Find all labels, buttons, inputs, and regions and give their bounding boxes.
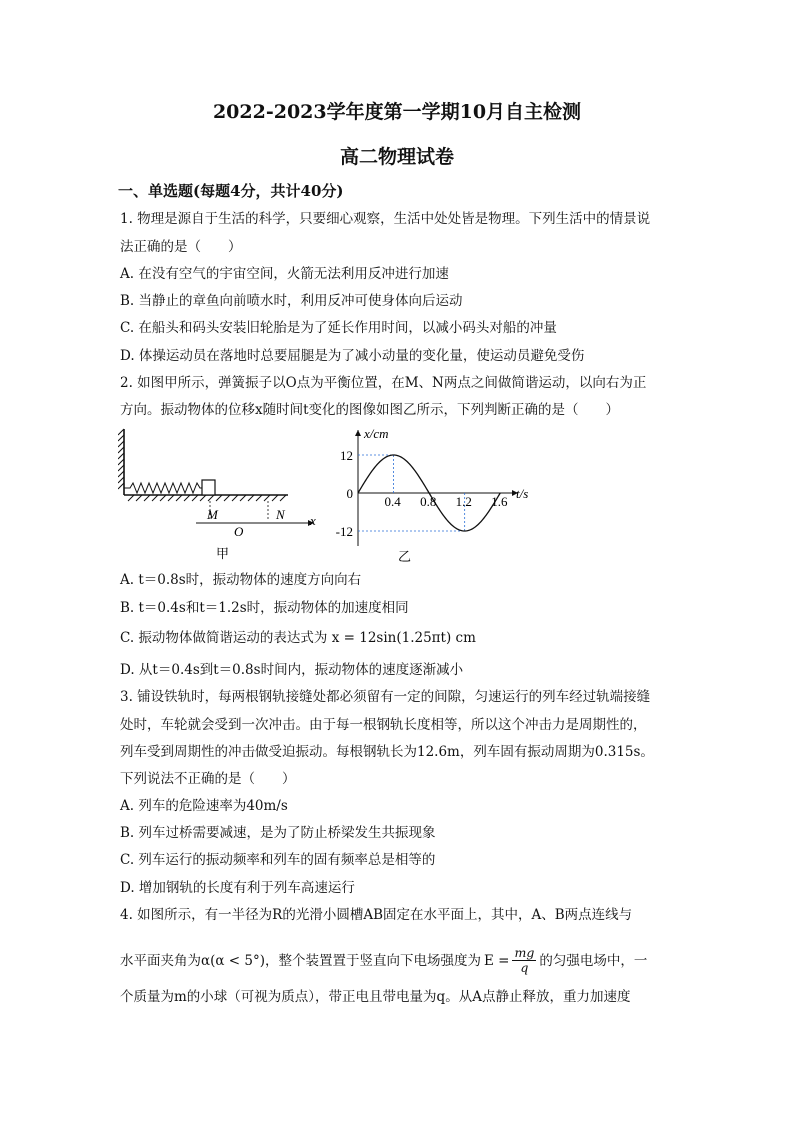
x-tick-label: 0.4: [384, 494, 401, 509]
figure-a-caption: 甲: [216, 546, 230, 561]
label-o: O: [234, 524, 244, 539]
q2-stem-line1: 2. 如图甲所示，弹簧振子以O点为平衡位置，在M、N两点之间做简谐运动，以向右为正: [120, 375, 647, 391]
section-title: 一、单选题(每题4分，共计40分): [118, 182, 344, 200]
label-x: x: [310, 513, 316, 528]
floor-hatch: [128, 495, 286, 501]
chart-axes: [355, 430, 518, 546]
q4-line2-part1: 水平面夹角为α(α < 5°)，整个装置置于竖直向下电场强度为: [120, 952, 481, 969]
q4-fraction: [512, 946, 536, 975]
q3-option-c: C. 列车运行的振动频率和列车的固有频率总是相等的: [120, 852, 436, 868]
x-tick-label: 0.8: [420, 494, 437, 509]
q4-line1: 4. 如图所示，有一半径为R的光滑小圆槽AB固定在水平面上，其中，A、B两点连线与: [120, 907, 633, 923]
y-axis-arrow: [355, 430, 361, 436]
q3-option-d: D. 增加钢轨的长度有利于列车高速运行: [120, 880, 355, 896]
chart-caption: 乙: [398, 549, 412, 564]
wall-hatch: [118, 429, 124, 489]
label-n: N: [276, 507, 285, 522]
q1-option-c: C. 在船头和码头安装旧轮胎是为了延长作用时间，以减小码头对船的冲量: [120, 320, 557, 336]
q1-stem-line1: 1. 物理是源自于生活的科学，只要细心观察，生活中处处皆是物理。下列生活中的情景说: [120, 211, 651, 227]
exam-subtitle: 高二物理试卷: [339, 146, 454, 168]
chart-xlabel: t/s: [516, 486, 529, 501]
q2-option-a: A. t＝0.8s时，振动物体的速度方向向右: [120, 572, 362, 588]
q4-line2-part2: 的匀强电场中，一: [539, 952, 648, 969]
q2-option-c: C. 振动物体做简谐运动的表达式为 x = 12sin(1.25πt) cm: [120, 630, 476, 646]
q2-option-d: D. 从t＝0.4s到t＝0.8s时间内，振动物体的速度逐渐减小: [120, 662, 464, 678]
q3-option-b: B. 列车过桥需要减速，是为了防止桥梁发生共振现象: [120, 825, 436, 841]
label-m: M: [207, 507, 218, 522]
x-tick-label: 1.6: [491, 494, 508, 509]
q1-option-a: A. 在没有空气的宇宙空间，火箭无法利用反冲进行加速: [120, 266, 449, 282]
q3-line1: 3. 铺设铁轨时，每两根钢轨接缝处都必须留有一定的间隙，匀速运行的列车经过轨端接缝: [120, 689, 651, 705]
q2-option-b: B. t＝0.4s和t＝1.2s时，振动物体的加速度相同: [120, 600, 409, 616]
spring-coil: [124, 483, 202, 493]
y-tick-label: 0: [346, 486, 353, 501]
y-tick-label: 12: [340, 448, 353, 463]
chart-ylabel: x/cm: [364, 426, 389, 441]
q3-option-a: A. 列车的危险速率为40m/s: [120, 798, 288, 814]
q4-eq-num: mg: [514, 945, 535, 960]
q3-line4: 下列说法不正确的是（ ）: [120, 771, 296, 787]
y-tick-label: -12: [335, 524, 353, 539]
q4-line3: 个质量为m的小球（可视为质点），带正电且带电量为q。从A点静止释放，重力加速度: [120, 989, 631, 1005]
figure-spring-oscillator: [118, 425, 328, 565]
q4-eq-lhs: E =: [484, 952, 510, 969]
q1-option-d: D. 体操运动员在落地时总要屈腿是为了减小动量的变化量，使运动员避免受伤: [120, 348, 585, 364]
q3-line3: 列车受到周期性的冲击做受迫振动。每根钢轨长为12.6m，列车固有振动周期为0.315s。: [120, 744, 654, 760]
figure-xt-graph: [330, 420, 540, 570]
q4-eq-den: q: [520, 960, 529, 975]
q3-line2: 处时，车轮就会受到一次冲击。由于每一根钢轨长度相等，所以这个冲击力是周期性的，: [120, 717, 647, 733]
x-tick-label: 1.2: [455, 494, 472, 509]
q2-stem-line2: 方向。振动物体的位移x随时间t变化的图像如图乙所示，下列判断正确的是（ ）: [120, 402, 620, 418]
q1-option-b: B. 当静止的章鱼向前喷水时，利用反冲可使身体向后运动: [120, 293, 463, 309]
q1-stem-line2: 法正确的是（ ）: [120, 239, 242, 255]
exam-title: 2022-2023学年度第一学期10月自主检测: [212, 101, 582, 123]
q4-line2: [120, 946, 647, 975]
oscillator-block: [202, 480, 215, 495]
